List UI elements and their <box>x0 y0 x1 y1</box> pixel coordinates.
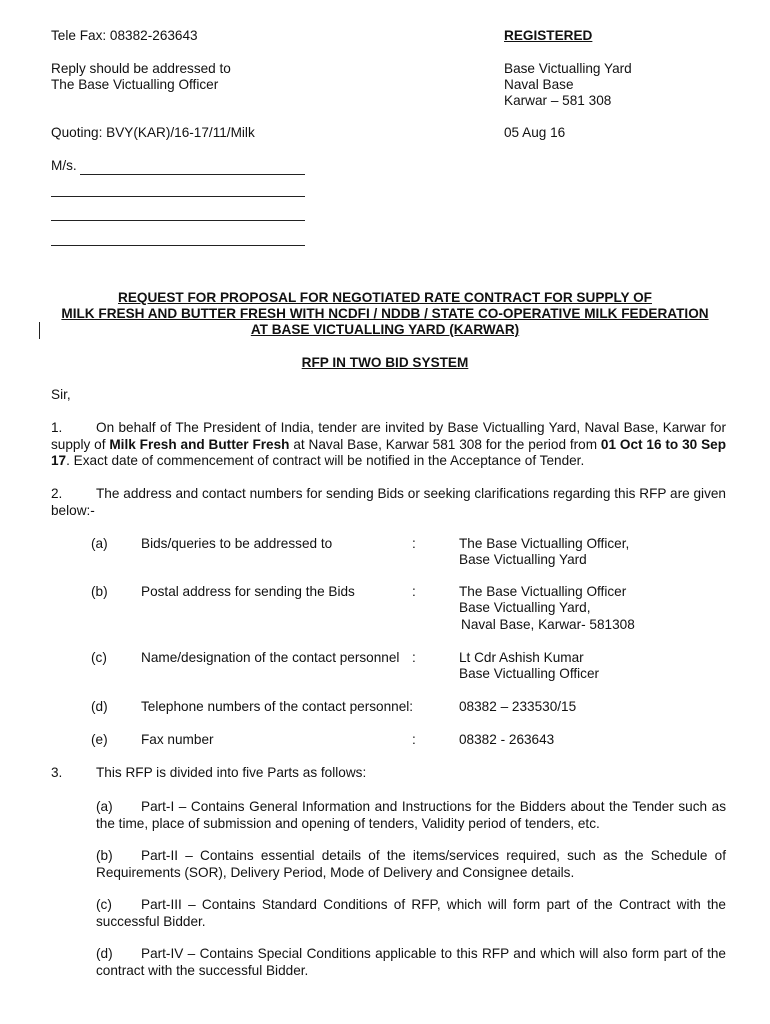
row-value: Base Victualling Yard, <box>459 600 591 615</box>
addressee-blank-line <box>80 174 305 175</box>
row-label: (c) <box>91 650 107 665</box>
row-value: Lt Cdr Ashish Kumar <box>459 650 584 665</box>
reply-line-2: The Base Victualling Officer <box>51 77 219 92</box>
row-description: Name/designation of the contact personnel <box>141 650 400 665</box>
addressee-blank-line <box>51 245 305 246</box>
address-line-2: Naval Base <box>504 77 574 92</box>
ms-prefix: M/s. <box>51 158 77 173</box>
address-line-3: Karwar – 581 308 <box>504 93 612 108</box>
row-label: (a) <box>91 536 108 551</box>
row-label: (e) <box>91 732 108 747</box>
row-value: 08382 - 263643 <box>459 732 555 747</box>
para-text: The address and contact numbers for sending Bids or seeking clarifications regarding this RFP are given below:- <box>51 486 726 518</box>
row-colon: : <box>412 732 416 747</box>
quoting-reference: Quoting: BVY(KAR)/16-17/11/Milk <box>51 125 255 140</box>
list-item-label: (d) <box>96 946 113 961</box>
addressee-blank-line <box>51 220 305 221</box>
row-description: Telephone numbers of the contact personnel: <box>141 699 414 714</box>
row-value: Base Victualling Officer <box>459 666 600 681</box>
salutation: Sir, <box>51 387 71 402</box>
list-item-label: (c) <box>96 897 112 912</box>
para-bold-text: Milk Fresh and Butter Fresh <box>109 436 290 452</box>
para-number: 3. <box>51 765 63 780</box>
list-item-text: Part-II – Contains essential details of the items/services required, such as the Schedule of Requirements (SOR), Delivery Period, Mode of Delivery and Consignee details. <box>96 848 726 880</box>
list-item-label: (a) <box>96 799 113 814</box>
list-item-text: Part-IV – Contains Special Conditions applicable to this RFP and which will also form part of the contract with the successful Bidder. <box>96 946 726 978</box>
letter-date: 05 Aug 16 <box>504 125 566 140</box>
row-description: Fax number <box>141 732 214 747</box>
para-bold-text: 01 Oct 16 to 30 Sep 17 <box>51 436 726 468</box>
title-line-3: AT BASE VICTUALLING YARD (KARWAR) <box>250 322 520 337</box>
row-colon: : <box>412 650 416 665</box>
row-value: Base Victualling Yard <box>459 552 587 567</box>
row-value: Naval Base, Karwar- 581308 <box>461 617 635 632</box>
row-colon: : <box>412 584 416 599</box>
title-line-2: MILK FRESH AND BUTTER FRESH WITH NCDFI / NDDB / STATE CO-OPERATIVE MILK FEDERATION <box>61 306 709 321</box>
list-item-label: (b) <box>96 848 113 863</box>
para-number: 2. <box>51 486 63 501</box>
paragraph-3: This RFP is divided into five Parts as follows: <box>96 765 367 780</box>
row-value: The Base Victualling Officer, <box>459 536 630 551</box>
paragraph-1 <box>51 420 726 470</box>
para-number: 1. <box>51 420 63 435</box>
row-label: (d) <box>91 699 108 714</box>
para-text: at Naval Base, Karwar 581 308 for the period from <box>289 436 601 452</box>
address-line-1: Base Victualling Yard <box>504 61 632 76</box>
para-text: . Exact date of commencement of contract will be notified in the Acceptance of Tender. <box>66 453 585 468</box>
row-description: Bids/queries to be addressed to <box>141 536 333 551</box>
row-value: The Base Victualling Officer <box>459 584 627 599</box>
registered-label: REGISTERED <box>504 28 593 43</box>
rfp-subtitle: RFP IN TWO BID SYSTEM <box>301 355 469 370</box>
telefax: Tele Fax: 08382-263643 <box>51 28 198 43</box>
list-item <box>96 945 726 979</box>
list-item-text: Part-III – Contains Standard Conditions of RFP, which will form part of the Contract with the successful Bidder. <box>96 897 726 929</box>
row-value: 08382 – 233530/15 <box>459 699 577 714</box>
row-label: (b) <box>91 584 108 599</box>
row-colon: : <box>412 536 416 551</box>
list-item <box>96 896 726 930</box>
list-item-text: Part-I – Contains General Information and Instructions for the Bidders about the Tender such as the time, place of submission and opening of tenders, Validity period of tenders, etc. <box>96 799 726 831</box>
list-item <box>96 847 726 881</box>
paragraph-2 <box>51 486 726 519</box>
title-line-1: REQUEST FOR PROPOSAL FOR NEGOTIATED RATE CONTRACT FOR SUPPLY OF <box>118 290 652 305</box>
para-text: On behalf of The President of India, tender are invited by Base Victualling Yard, Naval Base, Karwar for supply of <box>51 420 726 452</box>
addressee-blank-line <box>51 196 305 197</box>
row-description: Postal address for sending the Bids <box>141 584 355 599</box>
list-item <box>96 798 726 832</box>
reply-line-1: Reply should be addressed to <box>51 61 231 76</box>
